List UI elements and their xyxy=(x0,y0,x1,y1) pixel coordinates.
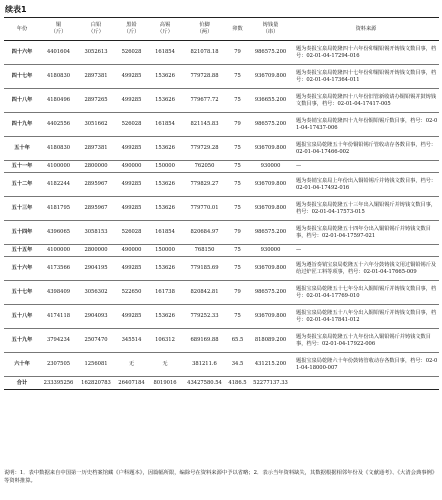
table-row xyxy=(4,173,439,197)
table-cell-maoshu: 75 xyxy=(227,173,248,197)
table-cell-maoshu: 34.5 xyxy=(227,353,248,377)
table-cell-tong: 4396065 xyxy=(40,221,77,245)
table-cell-year: 五十一年 xyxy=(4,161,40,173)
table-cell-source: — xyxy=(293,161,439,173)
table-row xyxy=(4,161,439,173)
table-cell-heiqian: 526028 xyxy=(115,41,148,65)
table-cell-heiqian: 499285 xyxy=(115,257,148,281)
table-cell-tong: 233395256 xyxy=(40,377,77,390)
table-cell-baiqian: 2897265 xyxy=(77,89,115,113)
table-cell-heiqian: 345514 xyxy=(115,329,148,353)
table-cell-maoshu: 75 xyxy=(227,89,248,113)
table-cell-maoshu: 79 xyxy=(227,281,248,305)
table-cell-zhuqian: 986575.200 xyxy=(248,41,293,65)
table-cell-zhuqian: 936655.200 xyxy=(248,89,293,113)
table-cell-zhuqian: 936709.800 xyxy=(248,173,293,197)
table-cell-year: 五十二年 xyxy=(4,173,40,197)
table-cell-gaoxi: 无 xyxy=(148,353,182,377)
table-cell-zhuqian: 431215.200 xyxy=(248,353,293,377)
table-cell-heiqian: 490000 xyxy=(115,245,148,257)
table-cell-baiqian: 162820783 xyxy=(77,377,115,390)
table-cell-gaoxi: 150000 xyxy=(148,245,182,257)
column-header-label: 铜 xyxy=(55,22,62,29)
table-cell-tong: 4173566 xyxy=(40,257,77,281)
table-cell-year: 合计 xyxy=(4,377,40,390)
table-cell-tong: 4398409 xyxy=(40,281,77,305)
table-title: 续表1 xyxy=(5,5,27,14)
table-cell-tong: 4180830 xyxy=(40,137,77,161)
table-cell-gaoxi: 153626 xyxy=(148,89,182,113)
table-cell-baiqian: 2800000 xyxy=(77,161,115,173)
table-row xyxy=(4,329,439,353)
table-cell-heiqian: 499285 xyxy=(115,89,148,113)
column-header-unit: （串） xyxy=(262,29,279,35)
column-header xyxy=(4,18,40,41)
table-header xyxy=(4,18,439,41)
table-cell-maoshu: 79 xyxy=(227,113,248,137)
column-header-unit: （两） xyxy=(196,29,213,35)
table-cell-baiqian: 2904195 xyxy=(77,257,115,281)
table-note: 说明：1．表中数据来自中国第一历史档案馆藏《户科题本》，因篇幅所限，编除号在资料来源中予以省略；2．表示当年资料缺失，其数据根据相邻年份及《文献通考》、《大清会典事例》等资料推算。 xyxy=(4,470,438,484)
table-cell-baiqian: 3056302 xyxy=(77,281,115,305)
table-cell-maoshu: 75 xyxy=(227,137,248,161)
data-table xyxy=(4,17,439,390)
table-cell-maoshu: 65.5 xyxy=(227,329,248,353)
table-cell-jiajiao: 779829.27 xyxy=(182,173,227,197)
column-header-label: 铸钱量 xyxy=(262,22,279,29)
table-cell-gaoxi: 153626 xyxy=(148,137,182,161)
column-header xyxy=(40,18,77,41)
column-header xyxy=(115,18,148,41)
column-header xyxy=(148,18,182,41)
column-header xyxy=(77,18,115,41)
table-cell-year: 四十九年 xyxy=(4,113,40,137)
table-cell-heiqian: 499285 xyxy=(115,305,148,329)
table-cell-jiajiao: 821078.18 xyxy=(182,41,227,65)
table-cell-source: 题为奏销宝泉局上年份出入铜铅锡斤并铸钱文数目事，档号：02-01-04-17492-016 xyxy=(293,173,439,197)
table-cell-maoshu: 79 xyxy=(227,41,248,65)
table-cell-baiqian: 3051662 xyxy=(77,113,115,137)
table-cell-baiqian: 2897381 xyxy=(77,137,115,161)
table-row xyxy=(4,89,439,113)
table-cell-year: 五十五年 xyxy=(4,245,40,257)
table-cell-zhuqian: 52277137.33 xyxy=(248,377,293,390)
table-cell-maoshu: 75 xyxy=(227,161,248,173)
table-row xyxy=(4,281,439,305)
table-cell-zhuqian: 936709.800 xyxy=(248,257,293,281)
table-cell-baiqian: 3058153 xyxy=(77,221,115,245)
column-header xyxy=(227,18,248,41)
table-cell-tong: 4402556 xyxy=(40,113,77,137)
table-cell-maoshu: 75 xyxy=(227,245,248,257)
table-cell-gaoxi: 161854 xyxy=(148,113,182,137)
table-cell-baiqian: 2507470 xyxy=(77,329,115,353)
table-cell-zhuqian: 930000 xyxy=(248,161,293,173)
table-cell-heiqian: 499285 xyxy=(115,197,148,221)
table-cell-zhuqian: 936709.800 xyxy=(248,197,293,221)
column-header-label: 年份 xyxy=(16,25,28,32)
table-cell-tong: 4180496 xyxy=(40,89,77,113)
column-header xyxy=(293,18,439,41)
table-row xyxy=(4,221,439,245)
column-header-label: 黑铅 xyxy=(126,22,137,29)
table-cell-gaoxi: 153626 xyxy=(148,173,182,197)
table-cell-heiqian: 499285 xyxy=(115,65,148,89)
table-cell-gaoxi: 153626 xyxy=(148,65,182,89)
table-cell-gaoxi: 106312 xyxy=(148,329,182,353)
table-cell-jiajiao: 689169.88 xyxy=(182,329,227,353)
table-cell-gaoxi: 161854 xyxy=(148,41,182,65)
table-cell-zhuqian: 818089.200 xyxy=(248,329,293,353)
table-cell-source: 题为奏报宝泉局乾隆五十四年分出入铜铅锡斤并铸钱文数目事，档号：02-01-04-17597-021 xyxy=(293,221,439,245)
table-cell-source: 题为奏报宝泉局乾隆五十三年出入铜铅锡斤并铸钱文数目事，档号：02-01-04-17573-015 xyxy=(293,197,439,221)
table-cell-year: 四十八年 xyxy=(4,89,40,113)
table-cell-heiqian: 无 xyxy=(115,353,148,377)
table-cell-source: 题报宝泉局乾隆六十年份鼓铸管收动存各数目事，档号：02-01-04-18000-007 xyxy=(293,353,439,377)
table-cell-tong: 4100000 xyxy=(40,245,77,257)
table-cell-gaoxi: 150000 xyxy=(148,161,182,173)
table-cell-gaoxi: 161738 xyxy=(148,281,182,305)
table-cell-source: 题为遵旨奏销宝泉局乾隆五十六年分鼓铸钱文用过铜铅锡斤及给过炉匠工料等项事，档号：02-01-04-17665-009 xyxy=(293,257,439,281)
table-cell-year: 五十六年 xyxy=(4,257,40,281)
table-cell-jiajiao: 821145.83 xyxy=(182,113,227,137)
table-row xyxy=(4,245,439,257)
table-cell-baiqian: 2897381 xyxy=(77,65,115,89)
table-cell-year: 四十六年 xyxy=(4,41,40,65)
column-header xyxy=(182,18,227,41)
table-row xyxy=(4,137,439,161)
table-cell-source: 题报宝泉局乾隆五十年份铜铅锡斤管收动存各数目事，档号：02-01-04-17466-002 xyxy=(293,137,439,161)
table-cell-jiajiao: 768150 xyxy=(182,245,227,257)
table-cell-source xyxy=(293,377,439,390)
table-cell-jiajiao: 762050 xyxy=(182,161,227,173)
table-cell-source: — xyxy=(293,245,439,257)
table-cell-jiajiao: 779252.33 xyxy=(182,305,227,329)
table-cell-zhuqian: 930000 xyxy=(248,245,293,257)
table-row xyxy=(4,305,439,329)
table-cell-tong: 4100000 xyxy=(40,161,77,173)
table-cell-zhuqian: 986575.200 xyxy=(248,113,293,137)
table-cell-source: 题为奏报宝泉局乾隆四十六年份卯铜铅锡开铸钱文数目事，档号：02-01-04-17294-016 xyxy=(293,41,439,65)
table-cell-maoshu: 75 xyxy=(227,257,248,281)
table-cell-year: 五十三年 xyxy=(4,197,40,221)
table-cell-heiqian: 499285 xyxy=(115,173,148,197)
table-cell-gaoxi: 153626 xyxy=(148,257,182,281)
table-cell-year: 五十年 xyxy=(4,137,40,161)
table-row xyxy=(4,113,439,137)
table-cell-baiqian: 2895967 xyxy=(77,197,115,221)
table-cell-heiqian: 490000 xyxy=(115,161,148,173)
table-cell-baiqian: 1256081 xyxy=(77,353,115,377)
table-cell-zhuqian: 986575.200 xyxy=(248,281,293,305)
table-cell-year: 四十七年 xyxy=(4,65,40,89)
table-cell-jiajiao: 820842.81 xyxy=(182,281,227,305)
table-cell-baiqian: 2800000 xyxy=(77,245,115,257)
table-cell-baiqian: 2895967 xyxy=(77,173,115,197)
header-row xyxy=(4,18,439,41)
table-cell-tong: 4181795 xyxy=(40,197,77,221)
table-cell-gaoxi: 153626 xyxy=(148,197,182,221)
column-header-unit: （斤） xyxy=(88,29,104,35)
table-cell-maoshu: 75 xyxy=(227,305,248,329)
table-cell-baiqian: 3052613 xyxy=(77,41,115,65)
column-header-unit: （斤） xyxy=(123,29,140,35)
table-cell-jiajiao: 779770.01 xyxy=(182,197,227,221)
table-cell-jiajiao: 820684.97 xyxy=(182,221,227,245)
table-cell-baiqian: 2904093 xyxy=(77,305,115,329)
table-cell-tong: 4182244 xyxy=(40,173,77,197)
table-cell-zhuqian: 936709.800 xyxy=(248,137,293,161)
table-cell-year: 五十七年 xyxy=(4,281,40,305)
total-row xyxy=(4,377,439,390)
table-cell-tong: 4401604 xyxy=(40,41,77,65)
table-row xyxy=(4,41,439,65)
table-cell-heiqian: 526028 xyxy=(115,113,148,137)
table-cell-heiqian: 26407184 xyxy=(115,377,148,390)
table-cell-tong: 4174118 xyxy=(40,305,77,329)
column-header-label: 价脚 xyxy=(199,22,210,29)
table-cell-source: 题报宝泉局乾隆五十八年分出入铜铅锡斤并铸钱文数目事，档号：02-01-04-17841-012 xyxy=(293,305,439,329)
table-cell-jiajiao: 779728.88 xyxy=(182,65,227,89)
table-cell-source: 题为奏报宝泉局乾隆四十七年份卯铜铅锡开铸钱文数目事，档号：02-01-04-17364-011 xyxy=(293,65,439,89)
column-header-unit: （斤） xyxy=(50,29,67,35)
table-cell-source: 题为奏报宝泉局乾隆五十九年份出入铜铅锡斤并铸钱文数目事，档号：02-01-04-17922-006 xyxy=(293,329,439,353)
column-header-unit: （斤） xyxy=(157,29,173,35)
table-cell-maoshu: 4186.5 xyxy=(227,377,248,390)
table-cell-heiqian: 522650 xyxy=(115,281,148,305)
column-header-label: 高锡 xyxy=(159,22,171,29)
table-cell-tong: 3794234 xyxy=(40,329,77,353)
table-cell-tong: 2307505 xyxy=(40,353,77,377)
table-cell-jiajiao: 43427580.54 xyxy=(182,377,227,390)
table-cell-heiqian: 499285 xyxy=(115,137,148,161)
table-cell-source: 题报宝泉局乾隆五十七年分出入铜铅锡斤并铸钱文数目事，档号：02-01-04-17769-010 xyxy=(293,281,439,305)
table-cell-gaoxi: 161854 xyxy=(148,221,182,245)
table-row xyxy=(4,257,439,281)
table-cell-year: 六十年 xyxy=(4,353,40,377)
table-cell-zhuqian: 986575.200 xyxy=(248,221,293,245)
column-header-label: 白铅 xyxy=(90,22,102,29)
column-header-label: 资料来源 xyxy=(355,25,377,32)
table-cell-zhuqian: 936709.800 xyxy=(248,65,293,89)
table-cell-jiajiao: 779185.69 xyxy=(182,257,227,281)
table-row xyxy=(4,353,439,377)
table-cell-maoshu: 79 xyxy=(227,221,248,245)
table-row xyxy=(4,197,439,221)
table-cell-zhuqian: 936709.800 xyxy=(248,305,293,329)
table-cell-source: 题为奏销宝泉局乾隆四十九年份铜铅锡斤数目事，档号：02-01-04-17437-006 xyxy=(293,113,439,137)
table-cell-maoshu: 75 xyxy=(227,65,248,89)
table-cell-jiajiao: 779677.72 xyxy=(182,89,227,113)
table-cell-heiqian: 526028 xyxy=(115,221,148,245)
table-cell-maoshu: 75 xyxy=(227,197,248,221)
table-cell-year: 五十四年 xyxy=(4,221,40,245)
table-cell-gaoxi: 153626 xyxy=(148,305,182,329)
table-body xyxy=(4,41,439,390)
table-cell-year: 五十八年 xyxy=(4,305,40,329)
table-cell-tong: 4180830 xyxy=(40,65,77,89)
table-cell-jiajiao: 381211.6 xyxy=(182,353,227,377)
table-cell-source: 题为奏报宝泉局乾隆四十八年份旧管新收请办铜铅锡并鼓铸钱文数目事，档号：02-01-04-17417-005 xyxy=(293,89,439,113)
table-row xyxy=(4,65,439,89)
column-header xyxy=(248,18,293,41)
column-header-label: 卯数 xyxy=(232,25,243,32)
table-cell-jiajiao: 779729.28 xyxy=(182,137,227,161)
table-cell-gaoxi: 8019016 xyxy=(148,377,182,390)
table-cell-year: 五十九年 xyxy=(4,329,40,353)
